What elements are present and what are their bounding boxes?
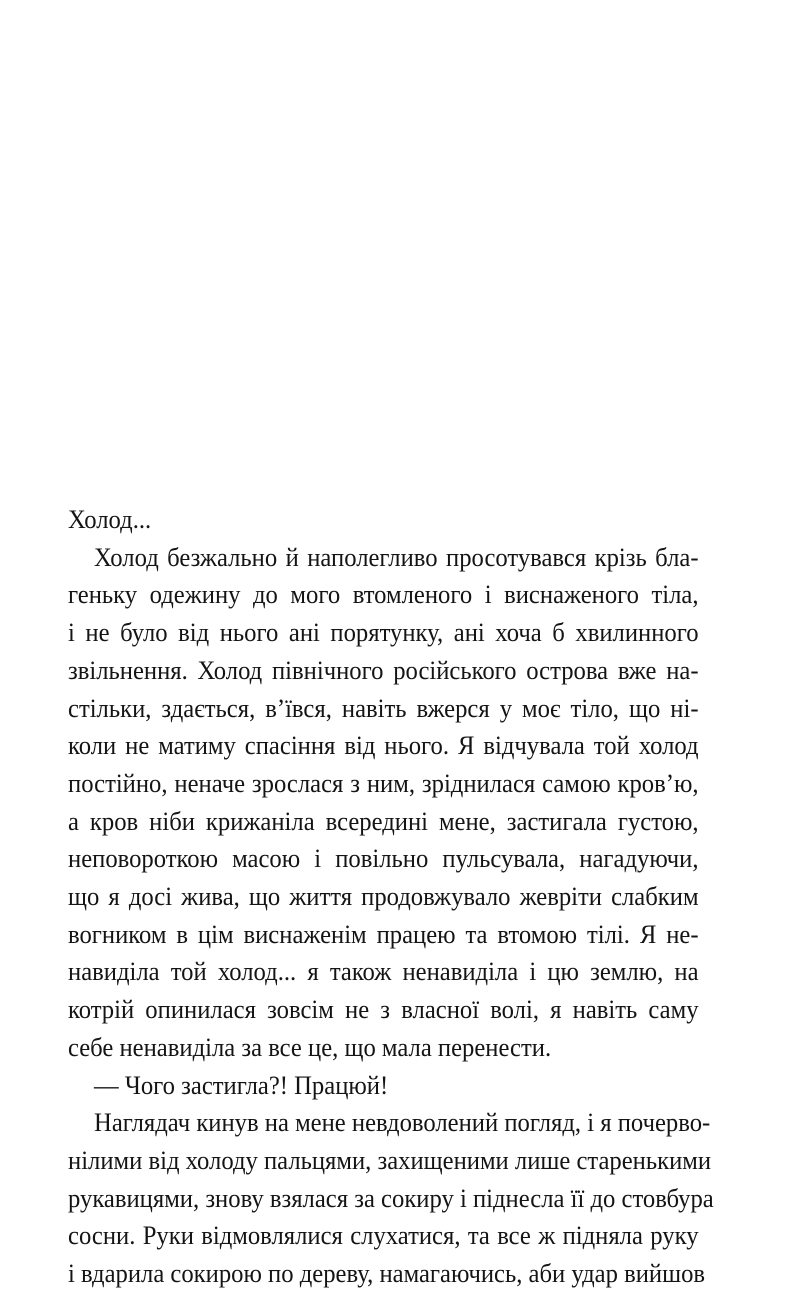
text-line-6: стільки, здається, в’ївся, навіть вжерся у моє тіло, що ні-: [68, 692, 699, 723]
text-line-18: нілими від холоду пальцями, захищеними лише старенькими: [68, 1144, 712, 1175]
text-line-16: — Чого застигла?! Працюй!: [94, 1069, 389, 1100]
text-line-9: а кров ніби крижаніла всередині мене, застигала густою,: [68, 805, 699, 836]
text-line-19: рукавицями, знову взялася за сокиру і піднесла її до стовбура: [68, 1182, 714, 1213]
book-page-text: [68, 501, 714, 1293]
text-line-20: сосни. Руки відмовлялися слухатися, та все ж підняла руку: [68, 1220, 699, 1251]
text-line-14: котрій опинилася зовсім не з власної волі, я навіть саму: [68, 994, 699, 1025]
text-line-17: Наглядач кинув на мене невдоволений погляд, і я почерво-: [94, 1107, 711, 1138]
text-line-11: що я досі жива, що життя продовжувало жевріти слабким: [68, 881, 699, 912]
text-line-12: вогником в цім виснаженім працею та втомою тілі. Я не-: [68, 918, 699, 949]
text-line-13: навиділа той холод... я також ненавиділа і цю землю, на: [68, 956, 699, 987]
text-line-21: і вдарила сокирою по дереву, намагаючись, аби удар вийшов: [68, 1258, 706, 1289]
text-line-1: Холод...: [68, 504, 152, 534]
text-line-15: себе ненавиділа за все це, що мала перенести.: [68, 1031, 552, 1062]
text-line-5: звільнення. Холод північного російського острова вже на-: [68, 654, 699, 685]
text-line-10: неповороткою масою і повільно пульсувала, нагадуючи,: [68, 843, 699, 874]
text-line-7: коли не матиму спасіння від нього. Я відчувала той холод: [68, 730, 699, 761]
text-line-4: і не було від нього ані порятунку, ані хоча б хвилинного: [68, 617, 699, 648]
text-line-3: геньку одежину до мого втомленого і виснаженого тіла,: [68, 579, 699, 610]
text-line-2: Холод безжально й наполегливо просотувався крізь бла-: [94, 541, 699, 572]
text-line-8: постійно, неначе зрослася з ним, зріднилася самою кров’ю,: [68, 767, 699, 798]
